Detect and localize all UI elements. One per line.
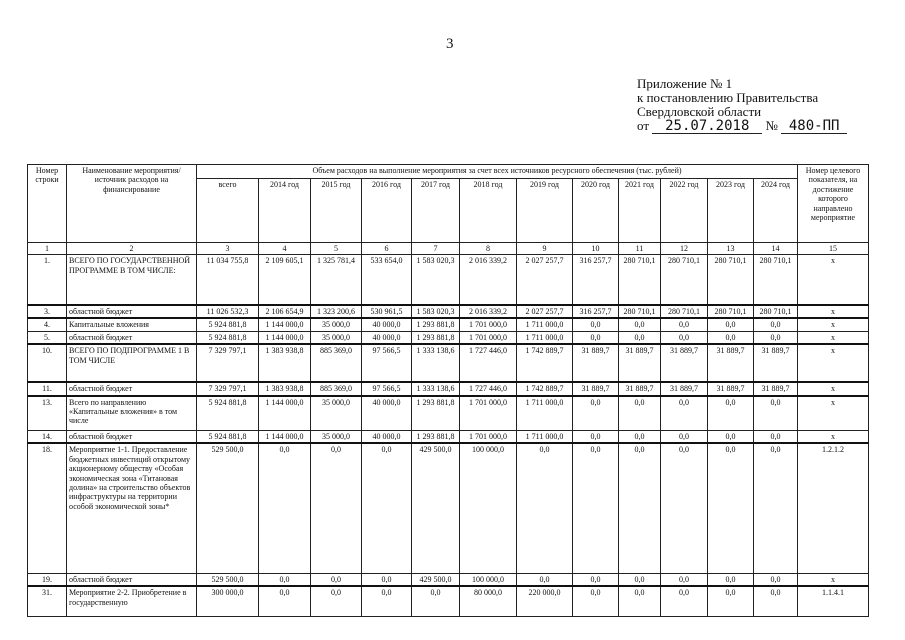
value-cell: 300 000,0: [197, 586, 259, 616]
value-cell: 280 710,1: [661, 255, 708, 305]
number-prefix: №: [765, 118, 778, 133]
value-cell: 0,0: [619, 573, 661, 586]
value-cell: 0,0: [412, 586, 460, 616]
value-cell: 1 144 000,0: [259, 331, 311, 344]
value-cell: 35 000,0: [311, 396, 362, 431]
value-cell: 0,0: [619, 331, 661, 344]
column-index: 7: [412, 243, 460, 255]
value-cell: 0,0: [708, 573, 754, 586]
value-cell: 31 889,7: [619, 382, 661, 395]
value-cell: 529 500,0: [197, 573, 259, 586]
header-year: 2019 год: [517, 179, 573, 243]
value-cell: 0,0: [754, 431, 798, 444]
row-name: областной бюджет: [67, 331, 197, 344]
value-cell: 11 026 532,3: [197, 305, 259, 318]
value-cell: 0,0: [754, 318, 798, 331]
value-cell: 31 889,7: [573, 344, 619, 382]
row-number: 4.: [28, 318, 67, 331]
value-cell: 0,0: [619, 318, 661, 331]
column-index: 10: [573, 243, 619, 255]
indicator-cell: х: [798, 331, 869, 344]
header-year: 2021 год: [619, 179, 661, 243]
value-cell: 0,0: [708, 443, 754, 573]
value-cell: 0,0: [619, 586, 661, 616]
value-cell: 0,0: [573, 443, 619, 573]
value-cell: 0,0: [311, 573, 362, 586]
value-cell: 0,0: [362, 573, 412, 586]
header-year: 2020 год: [573, 179, 619, 243]
column-index: 8: [460, 243, 517, 255]
row-number: 11.: [28, 382, 67, 395]
header-row-number: Номер строки: [28, 165, 67, 243]
header-indicator: Номер целевого показателя, на достижение которого направлено мероприятие: [798, 165, 869, 243]
value-cell: 0,0: [619, 431, 661, 444]
value-cell: 7 329 797,1: [197, 344, 259, 382]
value-cell: 280 710,1: [754, 255, 798, 305]
value-cell: 0,0: [661, 586, 708, 616]
decree-date: 25.07.2018: [652, 119, 762, 134]
row-number: 10.: [28, 344, 67, 382]
value-cell: 1 727 446,0: [460, 382, 517, 395]
value-cell: 280 710,1: [708, 255, 754, 305]
value-cell: 5 924 881,8: [197, 431, 259, 444]
value-cell: 2 016 339,2: [460, 305, 517, 318]
row-name: ВСЕГО ПО ПОДПРОГРАММЕ 1 В ТОМ ЧИСЛЕ: [67, 344, 197, 382]
appendix-line-2: к постановлению Правительства: [637, 90, 819, 105]
indicator-cell: х: [798, 344, 869, 382]
header-volume: Объем расходов на выполнение мероприятия за счет всех источников ресурсного обеспечения (тыс. рублей): [197, 165, 798, 179]
table-row: [28, 573, 869, 586]
expenses-table: [27, 164, 869, 617]
value-cell: 280 710,1: [619, 255, 661, 305]
value-cell: 0,0: [708, 318, 754, 331]
value-cell: 0,0: [661, 396, 708, 431]
row-name: областной бюджет: [67, 573, 197, 586]
value-cell: 316 257,7: [573, 255, 619, 305]
value-cell: 0,0: [661, 443, 708, 573]
value-cell: 1 144 000,0: [259, 396, 311, 431]
row-number: 31.: [28, 586, 67, 616]
indicator-cell: х: [798, 382, 869, 395]
header-year: 2024 год: [754, 179, 798, 243]
value-cell: 2 109 605,1: [259, 255, 311, 305]
value-cell: 885 369,0: [311, 382, 362, 395]
header-year: 2014 год: [259, 179, 311, 243]
value-cell: 31 889,7: [661, 344, 708, 382]
header-year: 2015 год: [311, 179, 362, 243]
value-cell: 429 500,0: [412, 443, 460, 573]
value-cell: 1 144 000,0: [259, 318, 311, 331]
value-cell: 280 710,1: [661, 305, 708, 318]
value-cell: 5 924 881,8: [197, 396, 259, 431]
value-cell: 5 924 881,8: [197, 318, 259, 331]
indicator-cell: х: [798, 396, 869, 431]
value-cell: 0,0: [259, 586, 311, 616]
value-cell: 40 000,0: [362, 331, 412, 344]
value-cell: 31 889,7: [754, 382, 798, 395]
header-year: 2023 год: [708, 179, 754, 243]
value-cell: 2 016 339,2: [460, 255, 517, 305]
appendix-line-3: Свердловской области: [637, 104, 762, 119]
value-cell: 0,0: [708, 396, 754, 431]
value-cell: 1 325 781,4: [311, 255, 362, 305]
row-name: Мероприятие 2-2. Приобретение в государственную: [67, 586, 197, 616]
header-year: 2016 год: [362, 179, 412, 243]
column-index: 9: [517, 243, 573, 255]
table-row: [28, 431, 869, 444]
value-cell: 0,0: [754, 443, 798, 573]
column-index: 12: [661, 243, 708, 255]
value-cell: 31 889,7: [573, 382, 619, 395]
row-name: областной бюджет: [67, 431, 197, 444]
value-cell: 533 654,0: [362, 255, 412, 305]
row-number: 1.: [28, 255, 67, 305]
row-name: Мероприятие 1-1. Предоставление бюджетных инвестиций открытому акционерному обществу «Особая экономическая зона «Титановая долина» на строительство объектов инфраструктуры на территории особой экономической зоны*: [67, 443, 197, 573]
value-cell: 429 500,0: [412, 573, 460, 586]
table-row: [28, 305, 869, 318]
row-name: Капитальные вложения: [67, 318, 197, 331]
indicator-cell: х: [798, 431, 869, 444]
column-index: 6: [362, 243, 412, 255]
value-cell: 280 710,1: [619, 305, 661, 318]
value-cell: 2 027 257,7: [517, 255, 573, 305]
appendix-block: [637, 77, 847, 134]
value-cell: 31 889,7: [708, 344, 754, 382]
value-cell: 0,0: [754, 396, 798, 431]
value-cell: 1 583 020,3: [412, 255, 460, 305]
value-cell: 35 000,0: [311, 331, 362, 344]
table-row: [28, 344, 869, 382]
value-cell: 316 257,7: [573, 305, 619, 318]
value-cell: 0,0: [754, 331, 798, 344]
column-index: 13: [708, 243, 754, 255]
value-cell: 0,0: [517, 573, 573, 586]
value-cell: 1 701 000,0: [460, 331, 517, 344]
value-cell: 0,0: [573, 396, 619, 431]
value-cell: 97 566,5: [362, 344, 412, 382]
value-cell: 530 961,5: [362, 305, 412, 318]
appendix-date-line: [637, 119, 847, 134]
value-cell: 1 333 138,6: [412, 344, 460, 382]
value-cell: 0,0: [708, 331, 754, 344]
table-row: [28, 331, 869, 344]
value-cell: 1 383 938,8: [259, 382, 311, 395]
value-cell: 1 742 889,7: [517, 382, 573, 395]
value-cell: 1 293 881,8: [412, 431, 460, 444]
column-index: 2: [67, 243, 197, 255]
value-cell: 31 889,7: [708, 382, 754, 395]
indicator-cell: х: [798, 305, 869, 318]
value-cell: 0,0: [661, 318, 708, 331]
value-cell: 40 000,0: [362, 318, 412, 331]
header-year: всего: [197, 179, 259, 243]
row-name: ВСЕГО ПО ГОСУДАРСТВЕННОЙ ПРОГРАММЕ В ТОМ ЧИСЛЕ:: [67, 255, 197, 305]
row-number: 19.: [28, 573, 67, 586]
value-cell: 1 333 138,6: [412, 382, 460, 395]
value-cell: 40 000,0: [362, 431, 412, 444]
value-cell: 80 000,0: [460, 586, 517, 616]
value-cell: 31 889,7: [754, 344, 798, 382]
header-year: 2022 год: [661, 179, 708, 243]
header-year: 2018 год: [460, 179, 517, 243]
value-cell: 97 566,5: [362, 382, 412, 395]
value-cell: 1 293 881,8: [412, 318, 460, 331]
value-cell: 885 369,0: [311, 344, 362, 382]
indicator-cell: х: [798, 255, 869, 305]
value-cell: 0,0: [754, 573, 798, 586]
value-cell: 2 106 654,9: [259, 305, 311, 318]
value-cell: 280 710,1: [708, 305, 754, 318]
row-name: Всего по направлению «Капитальные вложения» в том числе: [67, 396, 197, 431]
value-cell: 1 144 000,0: [259, 431, 311, 444]
value-cell: 31 889,7: [661, 382, 708, 395]
value-cell: 0,0: [259, 573, 311, 586]
indicator-cell: 1.2.1.2: [798, 443, 869, 573]
row-number: 3.: [28, 305, 67, 318]
value-cell: 0,0: [573, 431, 619, 444]
value-cell: 0,0: [259, 443, 311, 573]
value-cell: 0,0: [619, 443, 661, 573]
value-cell: 1 323 200,6: [311, 305, 362, 318]
value-cell: 7 329 797,1: [197, 382, 259, 395]
row-number: 13.: [28, 396, 67, 431]
value-cell: 1 701 000,0: [460, 318, 517, 331]
value-cell: 0,0: [619, 396, 661, 431]
value-cell: 1 701 000,0: [460, 396, 517, 431]
value-cell: 1 293 881,8: [412, 396, 460, 431]
row-number: 5.: [28, 331, 67, 344]
row-name: областной бюджет: [67, 382, 197, 395]
value-cell: 1 711 000,0: [517, 431, 573, 444]
table-row: [28, 443, 869, 573]
value-cell: 5 924 881,8: [197, 331, 259, 344]
value-cell: 0,0: [754, 586, 798, 616]
value-cell: 1 742 889,7: [517, 344, 573, 382]
value-cell: 1 727 446,0: [460, 344, 517, 382]
value-cell: 0,0: [362, 443, 412, 573]
table-row: [28, 255, 869, 305]
row-number: 18.: [28, 443, 67, 573]
value-cell: 0,0: [661, 331, 708, 344]
column-index: 4: [259, 243, 311, 255]
table-row: [28, 318, 869, 331]
appendix-title: Приложение № 1: [637, 76, 733, 91]
value-cell: 1 711 000,0: [517, 331, 573, 344]
value-cell: 0,0: [573, 586, 619, 616]
indicator-cell: х: [798, 573, 869, 586]
value-cell: 1 293 881,8: [412, 331, 460, 344]
column-index: 15: [798, 243, 869, 255]
value-cell: 100 000,0: [460, 573, 517, 586]
value-cell: 100 000,0: [460, 443, 517, 573]
value-cell: 1 383 938,8: [259, 344, 311, 382]
row-name: областной бюджет: [67, 305, 197, 318]
value-cell: 1 583 020,3: [412, 305, 460, 318]
value-cell: 0,0: [311, 586, 362, 616]
value-cell: 0,0: [661, 573, 708, 586]
value-cell: 40 000,0: [362, 396, 412, 431]
value-cell: 35 000,0: [311, 431, 362, 444]
column-index: 5: [311, 243, 362, 255]
value-cell: 0,0: [573, 331, 619, 344]
value-cell: 0,0: [573, 318, 619, 331]
column-index: 3: [197, 243, 259, 255]
column-index: 1: [28, 243, 67, 255]
value-cell: 0,0: [708, 586, 754, 616]
table-row: [28, 382, 869, 395]
column-index: 14: [754, 243, 798, 255]
row-number: 14.: [28, 431, 67, 444]
value-cell: 31 889,7: [619, 344, 661, 382]
value-cell: 0,0: [311, 443, 362, 573]
indicator-cell: х: [798, 318, 869, 331]
value-cell: 0,0: [573, 573, 619, 586]
value-cell: 1 701 000,0: [460, 431, 517, 444]
value-cell: 0,0: [661, 431, 708, 444]
value-cell: 220 000,0: [517, 586, 573, 616]
value-cell: 1 711 000,0: [517, 396, 573, 431]
column-index: 11: [619, 243, 661, 255]
value-cell: 0,0: [362, 586, 412, 616]
page-number: 3: [446, 36, 454, 52]
value-cell: 0,0: [517, 443, 573, 573]
value-cell: 529 500,0: [197, 443, 259, 573]
value-cell: 1 711 000,0: [517, 318, 573, 331]
table-row: [28, 586, 869, 616]
date-prefix: от: [637, 118, 650, 133]
value-cell: 2 027 257,7: [517, 305, 573, 318]
value-cell: 11 034 755,8: [197, 255, 259, 305]
value-cell: 0,0: [708, 431, 754, 444]
value-cell: 280 710,1: [754, 305, 798, 318]
header-year: 2017 год: [412, 179, 460, 243]
value-cell: 35 000,0: [311, 318, 362, 331]
table-row: [28, 396, 869, 431]
header-name: Наименование мероприятия/источник расходов на финансирование: [67, 165, 197, 243]
decree-number: 480-ПП: [781, 119, 847, 134]
indicator-cell: 1.1.4.1: [798, 586, 869, 616]
